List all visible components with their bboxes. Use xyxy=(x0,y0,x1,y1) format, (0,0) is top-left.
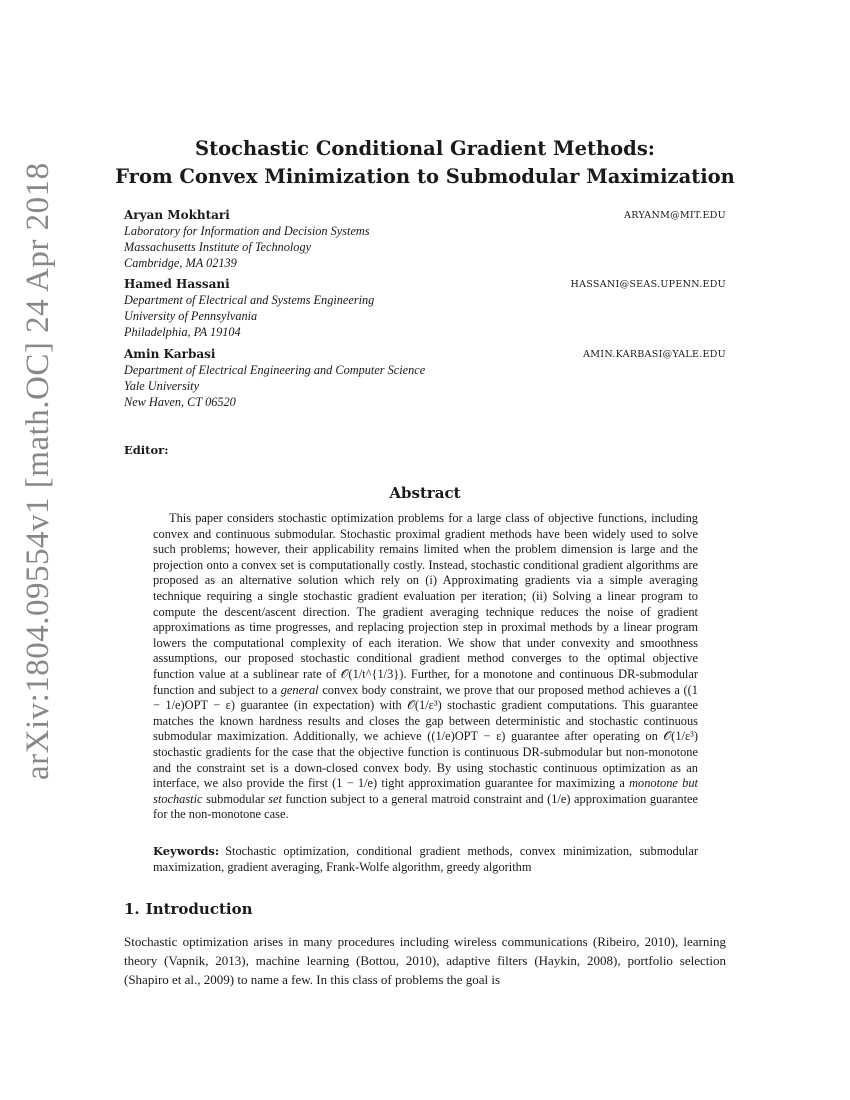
author-block-2 xyxy=(124,276,726,340)
abstract-text: This paper considers stochastic optimization problems for a large class of objective functions, including convex and continuous submodular. Stochastic proximal gradient methods have been widely used to solve such problems; however, their applicability remains limited when the problem dimension is large and the projection onto a convex set is computationally costly. Instead, stochastic conditional gradient algorithms are proposed as an alternative solution which rely on (i) Approximating gradients via a simple averaging technique requiring a single stochastic gradient evaluation per iteration; (ii) Solving a linear program to compute the descent/ascent direction. The gradient averaging technique reduces the noise of gradient approximations as time progresses, and replacing projection step in proximal methods by a linear program lowers the computational complexity of each iteration. We show that under convexity and smoothness assumptions, our proposed stochastic conditional gradient method converges to the optimal objective function value at a sublinear rate of 𝒪(1/t^{1/3}). Further, for a monotone and continuous DR-submodular function and subject to a xyxy=(153,511,698,697)
affiliation-line: Massachusetts Institute of Technology xyxy=(124,240,312,254)
abstract-body xyxy=(153,511,698,823)
author-email: HASSANI@SEAS.UPENN.EDU xyxy=(570,279,726,290)
affiliation-line: Laboratory for Information and Decision Systems xyxy=(124,224,370,238)
author-email: AMIN.KARBASI@YALE.EDU xyxy=(583,349,726,360)
introduction-paragraph: Stochastic optimization arises in many procedures including wireless communications (Ribeiro, 2010), learning theory (Vapnik, 2013), machine learning (Bottou, 2010), adaptive filters (Haykin, 2008), portfolio selection (Shapiro et al., 2009) to name a few. In this class of problems the goal is xyxy=(124,934,726,987)
affiliation-line: Department of Electrical and Systems Engineering xyxy=(124,293,375,307)
author-block-1 xyxy=(124,207,726,271)
paper-title xyxy=(100,135,750,191)
abstract-paragraph xyxy=(153,511,698,823)
author-name: Hamed Hassani xyxy=(124,277,230,291)
abstract-emphasis: general xyxy=(280,682,319,697)
abstract-heading: Abstract xyxy=(389,484,461,502)
affiliation-line: Cambridge, MA 02139 xyxy=(124,256,237,270)
affiliation-line: New Haven, CT 06520 xyxy=(124,395,236,409)
keywords-label: Keywords: xyxy=(153,844,220,858)
author-block-3 xyxy=(124,346,726,410)
section-number: 1. xyxy=(124,900,140,918)
section-heading xyxy=(124,900,253,918)
affiliation-line: Department of Electrical Engineering and Computer Science xyxy=(124,363,426,377)
keywords xyxy=(153,844,698,875)
abstract-emphasis: set xyxy=(268,791,282,806)
affiliation-line: University of Pennsylvania xyxy=(124,309,258,323)
introduction-body xyxy=(124,932,726,989)
title-line-2: From Convex Minimization to Submodular Maximization xyxy=(115,165,735,188)
arxiv-identifier: arXiv:1804.09554v1 [math.OC] 24 Apr 2018 xyxy=(20,162,56,780)
affiliation-line: Philadelphia, PA 19104 xyxy=(124,325,241,339)
title-line-1: Stochastic Conditional Gradient Methods: xyxy=(195,137,655,160)
author-name: Aryan Mokhtari xyxy=(124,208,230,222)
abstract-emphasis: monotone but stochastic xyxy=(153,776,698,806)
abstract-text: function subject to a general matroid constraint and (1/e) approximation guarantee for the non-monotone case. xyxy=(153,791,699,822)
editor-label: Editor: xyxy=(124,443,169,457)
abstract-text: convex body constraint, we prove that our proposed method achieves a ((1 − 1/e)OPT − ε) guarantee (in expectation) with 𝒪(1/ε³) stochastic gradient computations. This guarantee matches the known hardness results and closes the gap between deterministic and stochastic continuous submodular maximization. Additionally, we achieve ((1/e)OPT − ε) guarantee after operating on 𝒪(1/ε³) stochastic gradients for the case that the objective function is continuous DR-submodular but non-monotone and the constraint set is a down-closed convex body. By using stochastic continuous optimization as an interface, we also provide the first (1 − 1/e) tight approximation guarantee for maximizing a xyxy=(153,682,699,791)
author-email: ARYANM@MIT.EDU xyxy=(624,210,726,221)
affiliation-line: Yale University xyxy=(124,379,200,393)
keywords-text: Stochastic optimization, conditional gradient methods, convex minimization, submodular maximization, gradient averaging, Frank-Wolfe algorithm, greedy algorithm xyxy=(153,844,698,874)
abstract-text: submodular xyxy=(202,791,269,806)
section-title: Introduction xyxy=(145,900,253,918)
author-name: Amin Karbasi xyxy=(124,347,216,361)
